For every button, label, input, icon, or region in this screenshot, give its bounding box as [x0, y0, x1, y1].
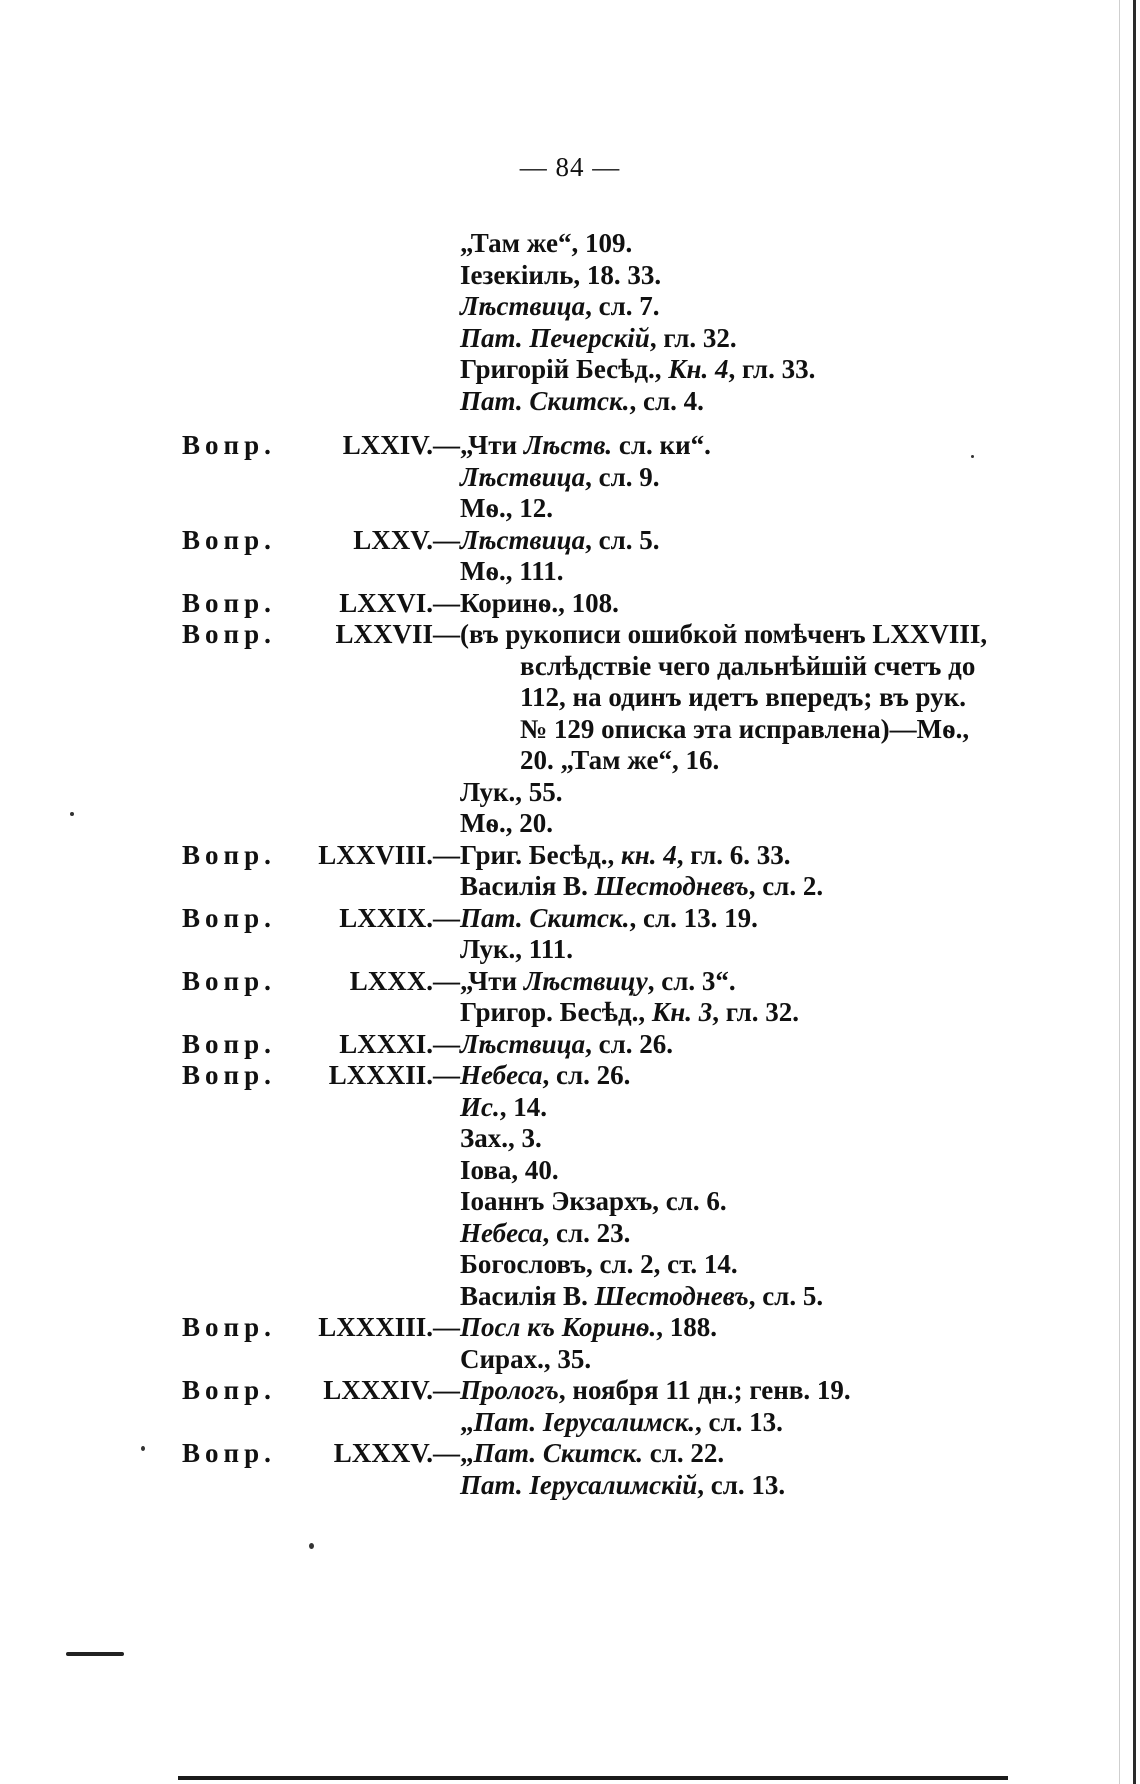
italic-segment: Лѣствицу [523, 965, 648, 996]
line-text [460, 291, 660, 323]
text-segment: Мѳ., 111. [460, 556, 564, 586]
line-text [460, 588, 619, 620]
question-number: LXXV.— [353, 524, 460, 555]
question-number: LXXVIII.— [318, 839, 460, 870]
reference-line [0, 871, 1140, 903]
continuation-line [0, 682, 1140, 714]
line-text [460, 228, 632, 260]
text-segment: Іова, 40. [460, 1154, 559, 1185]
question-line [0, 525, 1140, 557]
text-segment: „ [460, 1438, 474, 1468]
line-text [460, 1155, 559, 1187]
text-segment: , сл. 9. [585, 461, 660, 492]
continuation-line [0, 651, 1140, 683]
text-segment: „Там же“, 109. [460, 228, 633, 258]
line-text [460, 323, 737, 355]
text-segment: , сл. 5. [585, 524, 660, 555]
text-segment: сл. ки“. [612, 430, 711, 460]
line-text [460, 386, 704, 418]
text-segment: , гл. 32. [712, 997, 800, 1027]
ink-speck [309, 1543, 314, 1549]
italic-segment: кн. 4 [621, 839, 677, 870]
reference-line [0, 291, 1140, 323]
text-segment: Лук., 55. [460, 776, 563, 807]
text-segment: , сл. 5. [748, 1280, 824, 1311]
line-text [460, 871, 823, 903]
text-segment: Мѳ., 12. [460, 493, 553, 523]
question-line [0, 588, 1140, 620]
reference-line [0, 462, 1140, 494]
line-text [460, 1281, 823, 1313]
italic-segment: Посл къ Коринѳ. [460, 1312, 657, 1342]
line-text [460, 354, 815, 386]
question-label: Вопр. [182, 1438, 276, 1468]
line-text [460, 1186, 727, 1218]
line-text [460, 1092, 547, 1124]
continuation-line [0, 745, 1140, 777]
italic-segment: Пат. Іерусалимскій [460, 1469, 698, 1500]
line-text [460, 462, 660, 494]
line-text [460, 1218, 630, 1250]
continuation-line [0, 714, 1140, 746]
line-text [460, 430, 711, 462]
text-segment: „ [460, 1406, 474, 1437]
question-number: LXXIX.— [339, 902, 460, 933]
question-label: Вопр. [182, 839, 276, 870]
reference-line [0, 1281, 1140, 1313]
reference-line [0, 323, 1140, 355]
reference-line [0, 1407, 1140, 1439]
question-label: Вопр. [182, 619, 276, 649]
text-segment: Іезекіиль, 18. 33. [460, 259, 662, 290]
italic-segment: Лѣствица [460, 524, 586, 555]
line-text [460, 1312, 717, 1344]
line-gap [0, 417, 1140, 430]
text-segment: , ноября 11 дн.; генв. 19. [558, 1375, 851, 1405]
line-text [460, 1123, 542, 1155]
question-label: Вопр. [182, 1375, 276, 1405]
text-segment: „Чти [460, 965, 524, 996]
italic-segment: Ис. [460, 1091, 500, 1122]
italic-segment: Небеса [460, 1217, 543, 1248]
line-text [520, 745, 719, 777]
text-segment: Коринѳ., 108. [460, 587, 619, 618]
text-segment: Лук., 111. [460, 934, 574, 964]
text-segment: , сл. 13. 19. [629, 902, 758, 933]
question-number: LXXXV.— [333, 1438, 460, 1468]
text-segment: , гл. 6. 33. [676, 839, 791, 870]
margin-mark [66, 1652, 124, 1656]
italic-segment: Шестодневъ [594, 871, 749, 901]
question-label: Вопр. [182, 1028, 276, 1059]
italic-segment: Пат. Скитск. [473, 1438, 643, 1468]
question-line [0, 966, 1140, 998]
question-label: Вопр. [182, 902, 276, 933]
question-number: LXXXII.— [328, 1060, 460, 1090]
text-segment: 112, на одинъ идетъ впередъ; въ рук. [520, 682, 967, 712]
italic-segment: Кн. 4 [668, 354, 729, 384]
line-text [460, 556, 564, 588]
line-text [460, 903, 758, 935]
question-number: LXXVI.— [339, 587, 460, 618]
question-number: LXXXIII.— [318, 1312, 460, 1342]
text-segment: , сл. 7. [585, 291, 660, 321]
text-segment: , гл. 32. [649, 322, 737, 353]
question-number: LXXIV.— [342, 430, 460, 460]
text-segment: , сл. 2. [748, 871, 824, 901]
line-text [520, 714, 969, 746]
reference-line [0, 1155, 1140, 1187]
text-segment: Богословъ, сл. 2, ст. 14. [460, 1249, 738, 1279]
question-number: LXXX.— [349, 965, 460, 996]
page-number: — 84 — [519, 152, 621, 182]
line-text [460, 1375, 851, 1407]
line-text [460, 619, 987, 651]
text-segment: Григ. Бесѣд., [460, 839, 622, 870]
italic-segment: Пат. Печерскій [460, 322, 650, 353]
line-text [460, 1438, 724, 1470]
ink-speck [70, 812, 74, 816]
text-segment: Василія В. [460, 871, 595, 901]
reference-line [0, 997, 1140, 1029]
text-segment: сл. 22. [642, 1438, 725, 1468]
italic-segment: Лѣствица [460, 461, 586, 492]
italic-segment: Пат. Скитск. [460, 385, 630, 416]
text-segment: 20. „Там же“, 16. [520, 745, 720, 775]
line-text [460, 1249, 738, 1281]
ink-speck [971, 455, 974, 458]
reference-line [0, 1249, 1140, 1281]
question-label: Вопр. [182, 965, 276, 996]
text-segment: Зах., 3. [460, 1123, 542, 1153]
line-text [460, 493, 553, 525]
question-number: LXXXI.— [339, 1028, 460, 1059]
reference-line [0, 1344, 1140, 1376]
reference-line [0, 556, 1140, 588]
line-text [460, 840, 791, 872]
italic-segment: Лѣств. [523, 430, 613, 460]
line-text [460, 1344, 591, 1376]
line-text [460, 966, 736, 998]
line-text [520, 682, 966, 714]
line-text [460, 777, 563, 809]
question-label: Вопр. [182, 1312, 276, 1342]
text-body [0, 228, 1140, 1501]
italic-segment: Лѣствица [460, 291, 586, 321]
line-text [460, 808, 553, 840]
italic-segment: Лѣствица [460, 1028, 586, 1059]
text-segment: , сл. 4. [629, 385, 704, 416]
question-label: Вопр. [182, 430, 276, 460]
italic-segment: Прологъ [460, 1375, 559, 1405]
text-segment: № 129 описка эта исправлена)—Мѳ., [520, 713, 970, 744]
reference-line [0, 260, 1140, 292]
line-text [460, 1029, 673, 1061]
text-segment: Мѳ., 20. [460, 808, 553, 838]
line-text [460, 260, 661, 292]
question-line [0, 840, 1140, 872]
text-segment: , сл. 13. [697, 1469, 786, 1500]
italic-segment: Шестодневъ [594, 1280, 749, 1311]
italic-segment: Кн. 3 [651, 997, 713, 1027]
text-segment: „Чти [460, 430, 524, 460]
reference-line [0, 934, 1140, 966]
question-number: LXXXIV.— [323, 1375, 460, 1405]
question-label: Вопр. [182, 524, 276, 555]
reference-line [0, 1123, 1140, 1155]
reference-line [0, 493, 1140, 525]
question-line [0, 1029, 1140, 1061]
text-segment: (въ рукописи ошибкой помѣченъ LXXVIII, [460, 619, 988, 649]
text-segment: , гл. 33. [728, 354, 816, 384]
line-text [460, 1470, 785, 1502]
reference-line [0, 1218, 1140, 1250]
italic-segment: Небеса [460, 1060, 543, 1090]
text-segment: , сл. 26. [542, 1060, 631, 1090]
text-segment: , 188. [656, 1312, 718, 1342]
line-text [460, 997, 799, 1029]
text-segment: , сл. 23. [542, 1217, 631, 1248]
text-segment: Григорій Бесѣд., [460, 354, 669, 384]
question-label: Вопр. [182, 587, 276, 618]
reference-line [0, 354, 1140, 386]
question-line [0, 1438, 1140, 1470]
question-line [0, 1060, 1140, 1092]
reference-line [0, 808, 1140, 840]
text-segment: Іоаннъ Экзархъ, сл. 6. [460, 1186, 727, 1216]
reference-line [0, 1470, 1140, 1502]
text-segment: Сирах., 35. [460, 1343, 592, 1374]
question-line [0, 903, 1140, 935]
line-text [460, 1407, 783, 1439]
reference-line [0, 1092, 1140, 1124]
reference-line [0, 386, 1140, 418]
line-text [460, 1060, 630, 1092]
reference-line [0, 1186, 1140, 1218]
bottom-rule [178, 1776, 1008, 1780]
text-segment: Григор. Бесѣд., [460, 997, 652, 1027]
text-segment: , сл. 3“. [647, 965, 736, 996]
question-line [0, 430, 1140, 462]
question-line [0, 619, 1140, 651]
text-segment: , сл. 13. [695, 1406, 783, 1437]
text-segment: Василія В. [460, 1280, 595, 1311]
text-segment: вслѣдствіе чего дальнѣйшій счетъ до [520, 650, 976, 681]
italic-segment: Пат. Іерусалимск. [473, 1406, 696, 1437]
question-label: Вопр. [182, 1060, 276, 1090]
reference-line [0, 777, 1140, 809]
italic-segment: Пат. Скитск. [460, 902, 630, 933]
line-text [460, 934, 573, 966]
text-segment: , сл. 26. [585, 1028, 674, 1059]
question-number: LXXVII— [335, 619, 460, 649]
reference-line [0, 228, 1140, 260]
question-line [0, 1312, 1140, 1344]
ink-speck [141, 1446, 145, 1451]
line-text [520, 651, 975, 683]
line-text [460, 525, 660, 557]
question-line [0, 1375, 1140, 1407]
text-segment: , 14. [499, 1091, 547, 1122]
